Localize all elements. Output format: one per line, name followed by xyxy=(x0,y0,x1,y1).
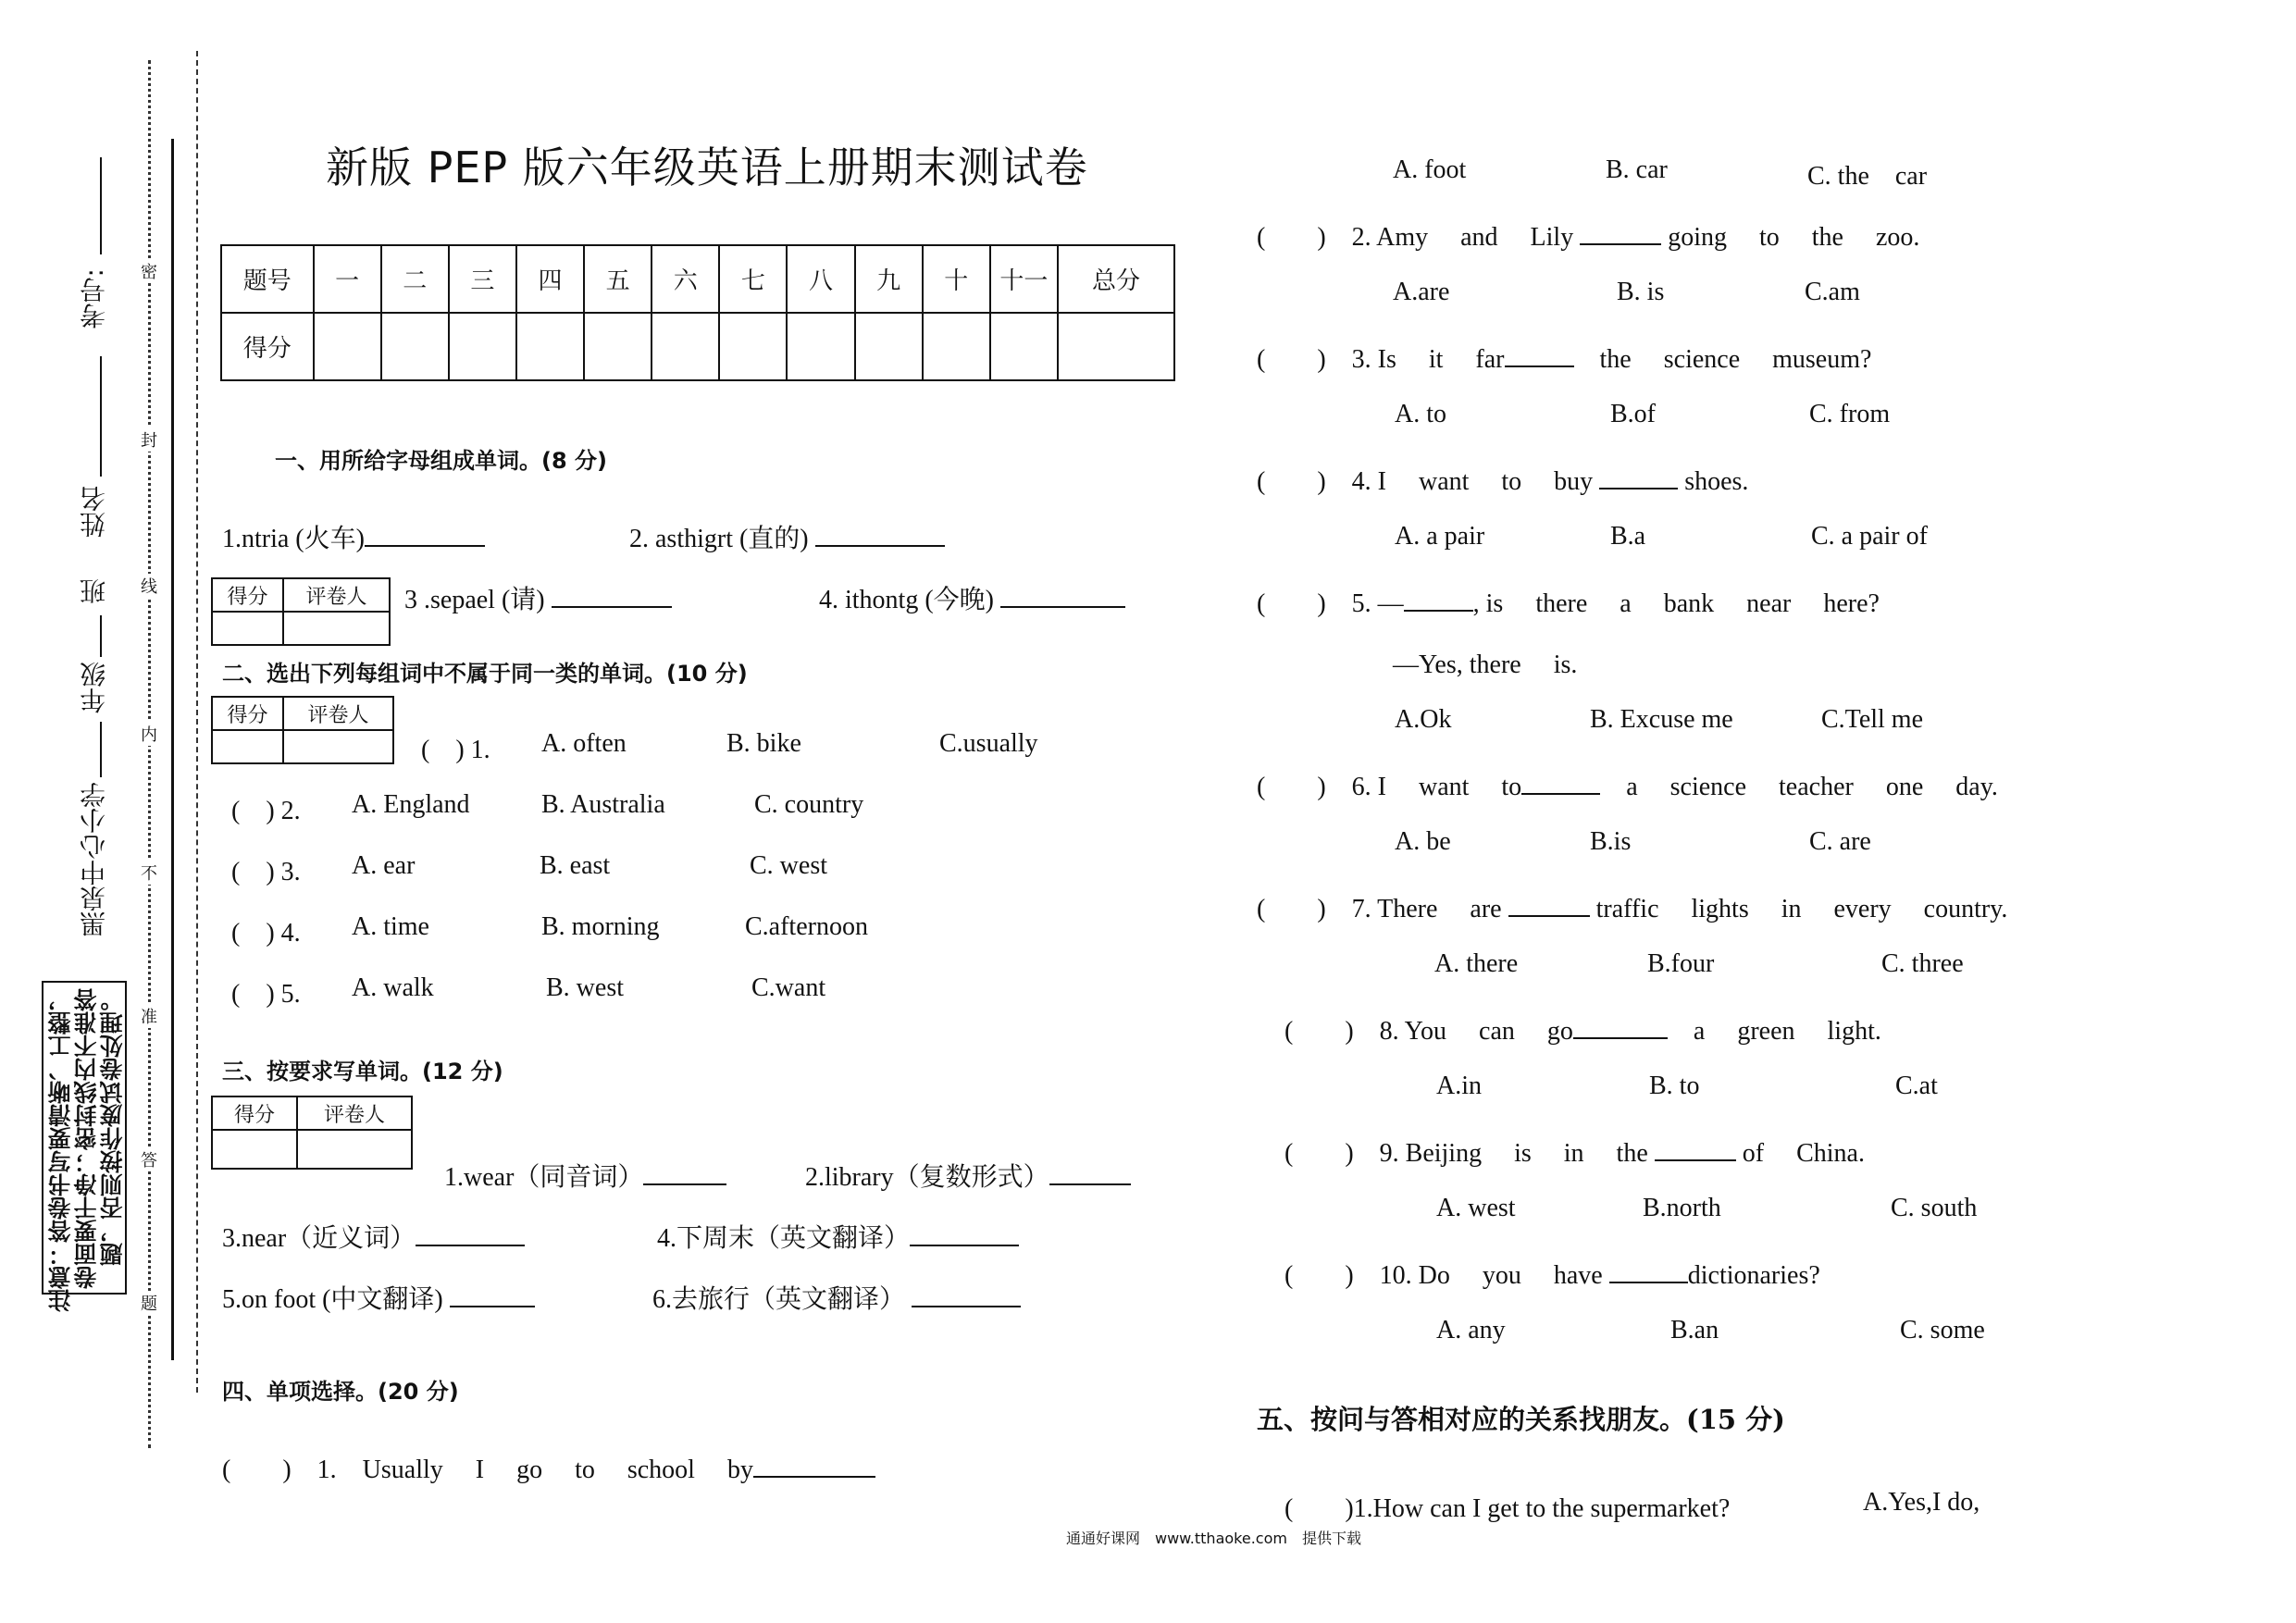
seal-char-8: 题 xyxy=(141,1291,157,1315)
answer-blank[interactable] xyxy=(1573,1017,1668,1039)
grade-label: 年级 xyxy=(79,662,109,713)
score-header-cell: 题号 xyxy=(221,245,314,313)
sec4-question-9: ( ) 9. Beijing is in the of China. xyxy=(1285,1139,1865,1168)
score-input-cell[interactable] xyxy=(1058,313,1174,380)
sec2-item-2-a: A. England xyxy=(352,790,470,819)
sec4-question-6: ( ) 6. I want to a science teacher one day. xyxy=(1257,773,1998,801)
grader-name-label: 评卷人 xyxy=(283,578,390,612)
sec2-item-5-b: B. west xyxy=(546,973,624,1002)
score-input-cell[interactable] xyxy=(314,313,381,380)
sec1-question-3: 3 .sepael (请) xyxy=(404,579,672,616)
score-input-cell[interactable] xyxy=(652,313,719,380)
seal-char-4: 内 xyxy=(141,722,157,746)
sec4-q4-option-a: A. a pair xyxy=(1395,522,1485,551)
sec2-item-5-a: A. walk xyxy=(352,973,434,1002)
answer-blank[interactable] xyxy=(910,1224,1019,1246)
sec5-answer-a: A.Yes,I do, xyxy=(1863,1488,1980,1517)
grader-score-cell[interactable] xyxy=(212,612,283,645)
grader-table-3 xyxy=(211,1096,413,1170)
sec4-q4-option-c: C. a pair of xyxy=(1811,522,1928,551)
sec4-q5-option-c: C.Tell me xyxy=(1821,705,1924,734)
sec4-q8-option-a: A.in xyxy=(1436,1072,1482,1100)
score-input-cell[interactable] xyxy=(787,313,854,380)
school-name: 黑泉中心小学 xyxy=(79,782,109,937)
sec4-q7-option-c: C. three xyxy=(1881,949,1964,978)
score-input-cell[interactable] xyxy=(584,313,652,380)
answer-blank[interactable] xyxy=(1508,895,1590,917)
answer-blank[interactable] xyxy=(1599,467,1678,489)
exam-number-label: 考号: xyxy=(79,268,109,329)
sec2-item-4-c: C.afternoon xyxy=(745,912,868,941)
seal-char-3: 线 xyxy=(141,574,157,598)
sec4-q4-option-b: B.a xyxy=(1610,522,1646,551)
grader-table-2 xyxy=(211,696,394,764)
grader-score-label: 得分 xyxy=(212,578,283,612)
sec2-item-3-a: A. ear xyxy=(352,851,416,880)
score-input-cell[interactable] xyxy=(855,313,923,380)
answer-blank[interactable] xyxy=(753,1456,875,1478)
grader-name-cell[interactable] xyxy=(283,730,393,763)
grader-score-cell[interactable] xyxy=(212,1130,297,1169)
sec3-question-1: 1.wear（同音词） xyxy=(444,1157,726,1194)
binding-dashed-line xyxy=(196,51,198,1393)
score-input-cell[interactable] xyxy=(990,313,1058,380)
answer-blank[interactable] xyxy=(1000,586,1125,608)
grader-name-cell[interactable] xyxy=(283,612,390,645)
sec4-q3-option-a: A. to xyxy=(1395,400,1446,428)
page-title: 新版 PEP 版六年级英语上册期末测试卷 xyxy=(326,142,1088,192)
answer-blank[interactable] xyxy=(912,1285,1021,1307)
score-header-cell: 七 xyxy=(719,245,787,313)
grader-table-1 xyxy=(211,577,391,646)
sec4-q5-option-b: B. Excuse me xyxy=(1590,705,1733,734)
class-label: 班 xyxy=(79,578,109,604)
binding-solid-line xyxy=(171,139,174,1360)
section-3-heading: 三、按要求写单词。(12 分) xyxy=(222,1059,503,1084)
answer-blank[interactable] xyxy=(450,1285,535,1307)
sec4-q10-option-b: B.an xyxy=(1670,1316,1719,1344)
score-input-cell[interactable] xyxy=(923,313,990,380)
score-header-cell: 十 xyxy=(923,245,990,313)
sec1-question-4: 4. ithontg (今晚) xyxy=(819,579,1125,616)
instruction-note-2: 卷面要干净；密封线内不准答 xyxy=(73,988,100,1289)
answer-blank[interactable] xyxy=(1580,223,1661,245)
score-header-cell: 十一 xyxy=(990,245,1058,313)
score-header-cell: 总分 xyxy=(1058,245,1174,313)
sec4-q2-option-b: B. is xyxy=(1617,278,1665,306)
section-1-heading: 一、用所给字母组成单词。(8 分) xyxy=(275,448,607,474)
answer-blank[interactable] xyxy=(1404,589,1473,612)
sec2-item-2-c: C. country xyxy=(754,790,864,819)
answer-blank[interactable] xyxy=(1655,1139,1736,1161)
sec4-question-2: ( ) 2. Amy and Lily going to the zoo. xyxy=(1257,223,1920,252)
sec2-item-3: ( ) 3. xyxy=(231,858,301,886)
sec4-q10-option-a: A. any xyxy=(1436,1316,1506,1344)
sec4-q6-option-b: B.is xyxy=(1590,827,1632,856)
sec4-q1-option-b: B. car xyxy=(1606,155,1668,184)
sec4-question-4: ( ) 4. I want to buy shoes. xyxy=(1257,467,1749,496)
score-row-label: 得分 xyxy=(221,313,314,380)
sec4-q7-option-b: B.four xyxy=(1647,949,1715,978)
sec4-question-8: ( ) 8. You can go a green light. xyxy=(1285,1017,1881,1046)
sec2-item-1-a: A. often xyxy=(541,729,627,758)
grader-name-cell[interactable] xyxy=(297,1130,412,1169)
name-line xyxy=(100,356,102,477)
sec4-q5-option-a: A.Ok xyxy=(1395,705,1452,734)
sec4-question-3: ( ) 3. Is it far the science museum? xyxy=(1257,345,1872,374)
answer-blank[interactable] xyxy=(552,586,672,608)
sec4-q3-option-c: C. from xyxy=(1809,400,1891,428)
sec4-q6-option-a: A. be xyxy=(1395,827,1451,856)
sec3-question-6: 6.去旅行（英文翻译） xyxy=(652,1279,1021,1316)
name-label: 姓名 xyxy=(79,486,109,538)
footer-credit: 通通好课网 www.tthaoke.com 提供下载 xyxy=(1066,1530,1361,1547)
score-header-cell: 八 xyxy=(787,245,854,313)
answer-blank[interactable] xyxy=(815,525,945,547)
sec3-question-4: 4.下周末（英文翻译） xyxy=(657,1218,1019,1255)
sec5-question-1: ( )1.How can I get to the supermarket? xyxy=(1285,1494,1731,1523)
sec4-q9-option-c: C. south xyxy=(1891,1194,1978,1222)
instruction-note-3: 题，否则按作废试卷处理。 xyxy=(99,988,126,1266)
sec1-question-1: 1.ntria (火车) xyxy=(222,518,485,555)
grader-score-label: 得分 xyxy=(212,697,283,730)
score-header-cell: 六 xyxy=(652,245,719,313)
score-input-cell[interactable] xyxy=(449,313,516,380)
score-input-cell[interactable] xyxy=(381,313,449,380)
score-header-cell: 二 xyxy=(381,245,449,313)
answer-blank[interactable] xyxy=(365,525,485,547)
score-table xyxy=(220,244,1175,381)
seal-char-2: 封 xyxy=(141,427,157,452)
exam-number-line xyxy=(100,157,102,254)
sec2-item-1-b: B. bike xyxy=(726,729,801,758)
class-line xyxy=(100,615,102,657)
score-header-cell: 九 xyxy=(855,245,923,313)
seal-char-1: 密 xyxy=(141,259,157,283)
sec4-q9-option-a: A. west xyxy=(1436,1194,1516,1222)
sec2-item-3-c: C. west xyxy=(750,851,827,880)
section-4-heading: 四、单项选择。(20 分) xyxy=(222,1379,459,1405)
score-input-cell[interactable] xyxy=(719,313,787,380)
answer-blank[interactable] xyxy=(1505,345,1574,367)
sec2-item-4-b: B. morning xyxy=(541,912,660,941)
sec4-q2-option-c: C.am xyxy=(1805,278,1860,306)
score-header-cell: 三 xyxy=(449,245,516,313)
sec4-q5-response: —Yes, there is. xyxy=(1393,650,1578,679)
sec4-q8-option-b: B. to xyxy=(1649,1072,1700,1100)
answer-blank[interactable] xyxy=(1609,1261,1688,1283)
sec4-question-7: ( ) 7. There are traffic lights in every country. xyxy=(1257,895,2008,923)
answer-blank[interactable] xyxy=(643,1163,726,1185)
sec2-item-5-c: C.want xyxy=(751,973,826,1002)
sec4-q10-option-c: C. some xyxy=(1900,1316,1985,1344)
score-input-cell[interactable] xyxy=(516,313,584,380)
score-header-cell: 一 xyxy=(314,245,381,313)
sec2-item-5: ( ) 5. xyxy=(231,980,301,1009)
sec4-q1-option-c: C. the car xyxy=(1807,162,1928,191)
section-5-heading: 五、按问与答相对应的关系找朋友。(15 分) xyxy=(1257,1404,1785,1435)
seal-char-5: 不 xyxy=(141,861,157,885)
instruction-note-1: 注意：答卷书写要清晰、工整， xyxy=(47,988,74,1312)
sec4-q7-option-a: A. there xyxy=(1434,949,1519,978)
sec2-item-2-b: B. Australia xyxy=(541,790,665,819)
sec2-item-3-b: B. east xyxy=(540,851,611,880)
sec4-question-10: ( ) 10. Do you have dictionaries? xyxy=(1285,1261,1820,1290)
sec2-item-1-c: C.usually xyxy=(939,729,1038,758)
answer-blank[interactable] xyxy=(416,1224,525,1246)
sec3-question-5: 5.on foot (中文翻译) xyxy=(222,1279,535,1316)
grade-line xyxy=(100,722,102,777)
seal-char-6: 准 xyxy=(141,1004,157,1028)
sec2-item-1: ( ) 1. xyxy=(421,736,490,764)
sec4-q8-option-c: C.at xyxy=(1895,1072,1938,1100)
sec3-question-2: 2.library（复数形式） xyxy=(805,1157,1131,1194)
section-2-heading: 二、选出下列每组词中不属于同一类的单词。(10 分) xyxy=(222,661,748,687)
sec4-question-5: ( ) 5. — , is there a bank near here? xyxy=(1257,589,1880,618)
sec4-q2-option-a: A.are xyxy=(1393,278,1450,306)
sec1-question-2: 2. asthigrt (直的) xyxy=(629,518,945,555)
grader-score-cell[interactable] xyxy=(212,730,283,763)
grader-name-label: 评卷人 xyxy=(297,1096,412,1130)
sec4-question-1: ( ) 1. Usually I go to school by xyxy=(222,1449,875,1486)
sec3-question-3: 3.near（近义词） xyxy=(222,1218,525,1255)
score-header-cell: 五 xyxy=(584,245,652,313)
answer-blank[interactable] xyxy=(1521,773,1600,795)
sec4-q9-option-b: B.north xyxy=(1643,1194,1721,1222)
sec2-item-4-a: A. time xyxy=(352,912,429,941)
sec4-q6-option-c: C. are xyxy=(1809,827,1871,856)
score-header-cell: 四 xyxy=(516,245,584,313)
grader-score-label: 得分 xyxy=(212,1096,297,1130)
grader-name-label: 评卷人 xyxy=(283,697,393,730)
seal-char-7: 答 xyxy=(141,1147,157,1171)
answer-blank[interactable] xyxy=(1049,1163,1131,1185)
sec2-item-4: ( ) 4. xyxy=(231,919,301,948)
sec4-q1-option-a: A. foot xyxy=(1393,155,1467,184)
sec4-q3-option-b: B.of xyxy=(1610,400,1656,428)
sec2-item-2: ( ) 2. xyxy=(231,797,301,825)
